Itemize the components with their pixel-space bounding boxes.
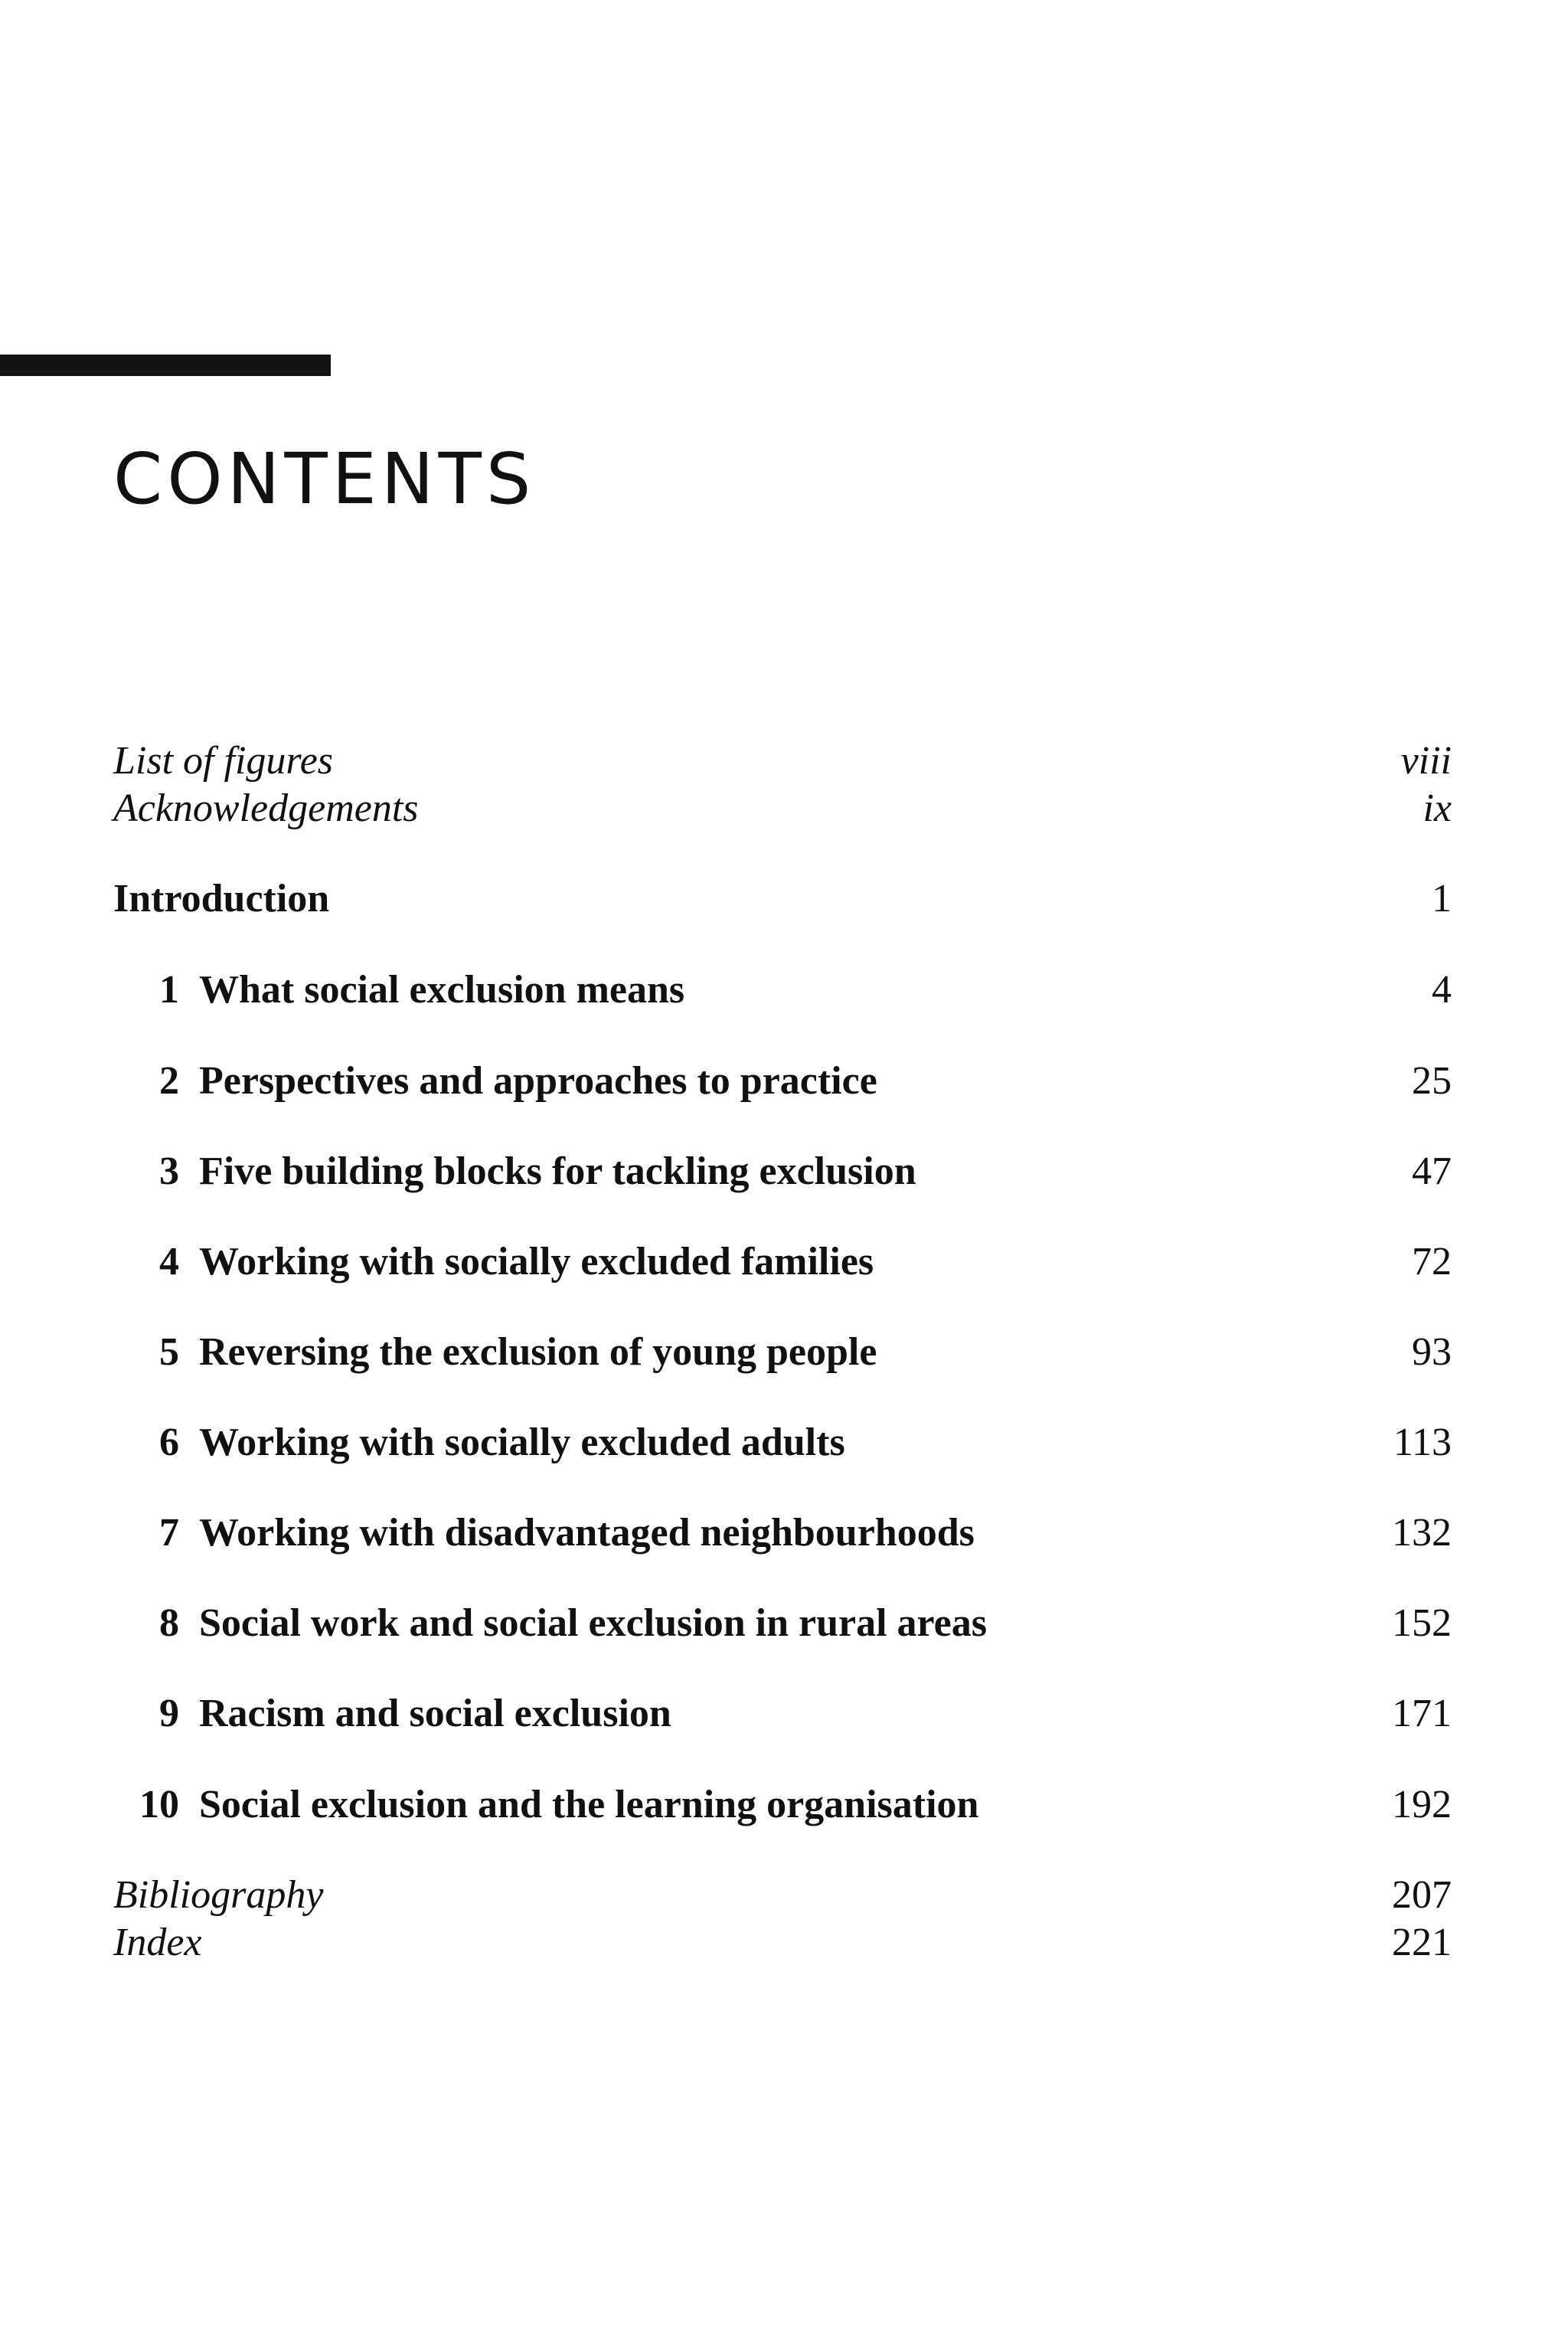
chapter-number: 6 bbox=[159, 1421, 179, 1464]
chapter-number: 9 bbox=[159, 1692, 179, 1735]
toc-entry-page: 1 bbox=[1432, 877, 1452, 920]
chapter-title: Perspectives and approaches to practice bbox=[199, 1059, 877, 1103]
chapter-number: 2 bbox=[159, 1059, 179, 1103]
toc-chapter-7[interactable] bbox=[113, 1509, 1452, 1558]
chapter-number: 10 bbox=[139, 1783, 179, 1826]
decorative-rule bbox=[0, 355, 331, 376]
toc-chapter-1[interactable] bbox=[113, 966, 1452, 1015]
toc-entry-page: 113 bbox=[1393, 1421, 1452, 1464]
toc-entry-page: 47 bbox=[1412, 1149, 1452, 1193]
chapter-number: 1 bbox=[159, 968, 179, 1012]
toc-entry-page: viii bbox=[1400, 739, 1452, 783]
chapter-title: Social exclusion and the learning organisation bbox=[199, 1783, 979, 1826]
toc-entry-page: ix bbox=[1423, 786, 1452, 830]
toc-chapter-5[interactable] bbox=[113, 1328, 1452, 1377]
toc-chapter-9[interactable] bbox=[113, 1689, 1452, 1738]
chapter-number: 3 bbox=[159, 1149, 179, 1193]
toc-entry-introduction[interactable] bbox=[113, 875, 1452, 924]
toc-entry-page: 207 bbox=[1392, 1873, 1452, 1917]
chapter-title: What social exclusion means bbox=[199, 968, 685, 1012]
toc-entry-page: 132 bbox=[1392, 1511, 1452, 1555]
toc-entry-page: 72 bbox=[1412, 1240, 1452, 1283]
toc-entry-label: List of figures bbox=[113, 739, 334, 783]
toc-entry-page: 25 bbox=[1412, 1059, 1452, 1103]
toc-entry-list-of-figures[interactable] bbox=[113, 737, 1452, 786]
toc-entry-page: 221 bbox=[1392, 1921, 1452, 1964]
toc-chapter-8[interactable] bbox=[113, 1599, 1452, 1648]
toc-entry-index[interactable] bbox=[113, 1918, 1452, 1967]
chapter-title: Five building blocks for tackling exclusion bbox=[199, 1149, 916, 1193]
toc-entry-label: Index bbox=[113, 1921, 202, 1964]
toc-chapter-6[interactable] bbox=[113, 1418, 1452, 1467]
chapter-title: Reversing the exclusion of young people bbox=[199, 1330, 877, 1374]
chapter-title: Working with disadvantaged neighbourhoods bbox=[199, 1511, 975, 1555]
toc-entry-acknowledgements[interactable] bbox=[113, 784, 1452, 833]
toc-chapter-4[interactable] bbox=[113, 1238, 1452, 1287]
chapter-number: 5 bbox=[159, 1330, 179, 1374]
toc-entry-label: Acknowledgements bbox=[113, 786, 419, 830]
chapter-number: 8 bbox=[159, 1601, 179, 1645]
toc-entry-page: 192 bbox=[1392, 1783, 1452, 1826]
toc-entry-bibliography[interactable] bbox=[113, 1871, 1452, 1920]
chapter-title: Working with socially excluded families bbox=[199, 1240, 874, 1283]
chapter-title: Racism and social exclusion bbox=[199, 1692, 671, 1735]
toc-entry-page: 171 bbox=[1392, 1692, 1452, 1735]
page-title: CONTENTS bbox=[113, 438, 536, 520]
chapter-number: 7 bbox=[159, 1511, 179, 1555]
chapter-number: 4 bbox=[159, 1240, 179, 1283]
toc-entry-page: 93 bbox=[1412, 1330, 1452, 1374]
toc-entry-label: Introduction bbox=[113, 877, 330, 920]
toc-entry-label: Bibliography bbox=[113, 1873, 324, 1917]
toc-chapter-3[interactable] bbox=[113, 1147, 1452, 1196]
chapter-title: Social work and social exclusion in rural areas bbox=[199, 1601, 987, 1645]
toc-chapter-2[interactable] bbox=[113, 1057, 1452, 1106]
toc-entry-page: 4 bbox=[1432, 968, 1452, 1012]
toc-entry-page: 152 bbox=[1392, 1601, 1452, 1645]
chapter-title: Working with socially excluded adults bbox=[199, 1421, 845, 1464]
toc-chapter-10[interactable] bbox=[113, 1780, 1452, 1829]
